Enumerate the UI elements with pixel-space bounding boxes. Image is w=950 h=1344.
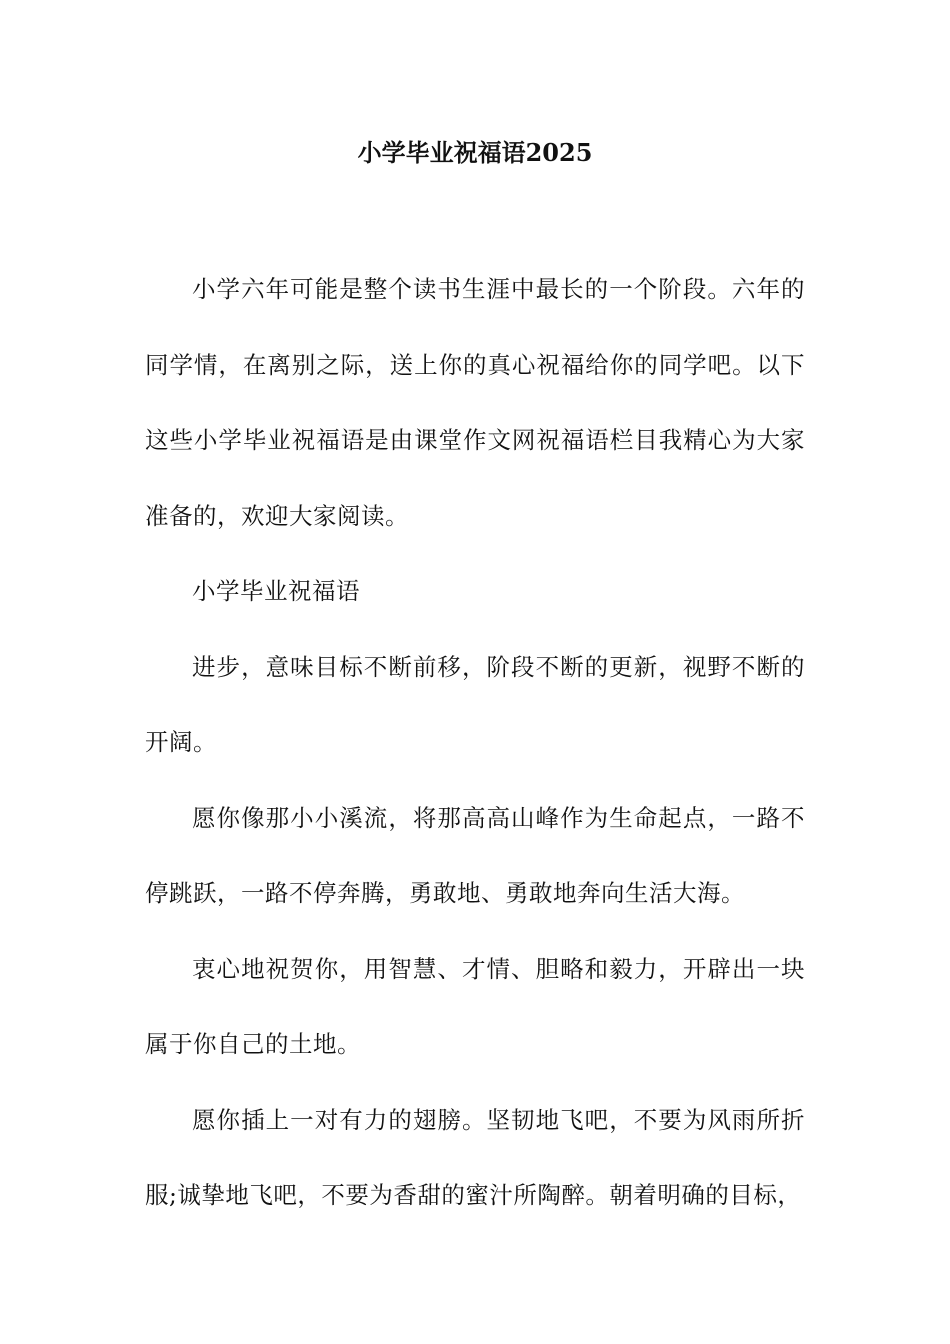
paragraph-congrats: 衷心地祝贺你，用智慧、才情、胆略和毅力，开辟出一块属于你自己的土地。 [145, 954, 805, 1058]
paragraph-wings: 愿你插上一对有力的翅膀。坚韧地飞吧，不要为风雨所折服;诚挚地飞吧，不要为香甜的蜜汁所陶醉。朝着明确的目标， [145, 1105, 805, 1209]
paragraph-stream: 愿你像那小小溪流，将那高高山峰作为生命起点，一路不停跳跃，一路不停奔腾，勇敢地、勇敢地奔向生活大海。 [145, 803, 805, 907]
paragraph-progress: 进步，意味目标不断前移，阶段不断的更新，视野不断的开阔。 [145, 652, 805, 756]
document-title: 小学毕业祝福语2025 [357, 138, 593, 167]
paragraph-section-heading: 小学毕业祝福语 [192, 577, 360, 605]
paragraph-intro: 小学六年可能是整个读书生涯中最长的一个阶段。六年的同学情，在离别之际，送上你的真心祝福给你的同学吧。以下这些小学毕业祝福语是由课堂作文网祝福语栏目我精心为大家准备的，欢迎大家阅读。 [145, 275, 805, 530]
document-body [145, 252, 805, 1234]
